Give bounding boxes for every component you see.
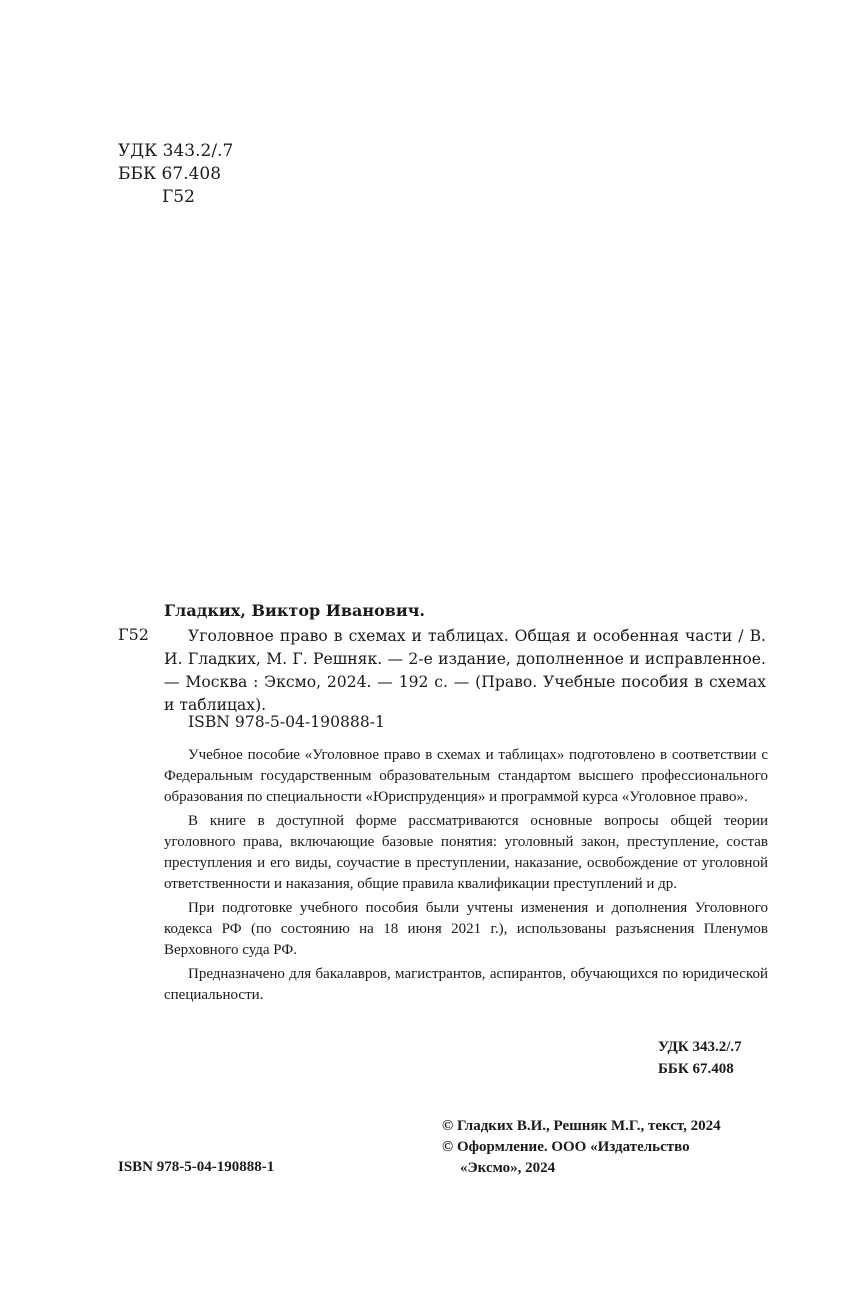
annotation-paragraph: В книге в доступной форме рассматриваются основные вопросы общей теории уголовного права, включающие базовые понятия: уголовный закон, преступление, состав преступления и его виды, соучастие в преступлении, наказание, освобождение от уголовной ответственности и наказания, общие правила квалификации преступлений и др. [164,813,768,892]
copyright-line: © Гладких В.И., Решняк М.Г., текст, 2024 [442,1118,721,1134]
bbk-code: ББК 67.408 [118,164,222,184]
udk-code: УДК 343.2/.7 [118,141,234,161]
annotation-paragraph: Предназначено для бакалавров, магистрантов, аспирантов, обучающихся по юридической специальности. [164,966,768,1003]
footer-udk: УДК 343.2/.7 [658,1039,742,1055]
author-heading: Гладких, Виктор Иванович. [164,601,425,620]
isbn-bottom: ISBN 978-5-04-190888-1 [118,1159,275,1175]
copyright-line: © Оформление. ООО «Издательство [442,1139,690,1155]
author-mark: Г52 [162,187,195,207]
bibliographic-description: Уголовное право в схемах и таблицах. Общая и особенная части / В. И. Гладких, М. Г. Решняк. — 2-е издание, дополненное и исправленное. — Москва : Эксмо, 2024. — 192 с. — (Право. Учебные пособия в схемах и таблицах). [164,627,766,714]
copyright-line: «Эксмо», 2024 [460,1160,556,1176]
footer-codes [658,1036,742,1080]
annotation-paragraph: При подготовке учебного пособия были учтены изменения и дополнения Уголовного кодекса РФ (по состоянию на 18 июня 2021 г.), использованы разъяснения Пленумов Верховного суда РФ. [164,900,768,958]
annotation-paragraph: Учебное пособие «Уголовное право в схемах и таблицах» подготовлено в соответствии с Федеральным государственным образовательным стандартом высшего профессионального образования по специальности «Юриспруденция» и программой курса «Уголовное право». [164,747,768,805]
isbn-line: ISBN 978-5-04-190888-1 [188,713,385,731]
classification-block [118,140,233,209]
copyright-block [442,1116,721,1179]
annotation [164,745,768,1009]
footer-bbk: ББК 67.408 [658,1061,734,1077]
author-mark-inline: Г52 [118,625,149,644]
